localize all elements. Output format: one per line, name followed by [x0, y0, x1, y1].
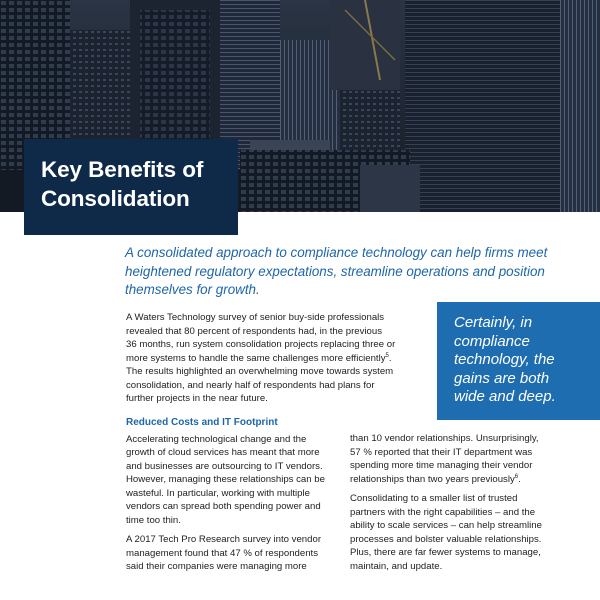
- intro-line: A Waters Technology survey of senior buy-side professionals: [126, 312, 385, 323]
- body-line: However, managing these relationships can be: [126, 474, 325, 485]
- body-line: processes and bolster valuable relationships.: [350, 533, 542, 545]
- body-line: said their companies were managing more: [126, 561, 307, 572]
- intro-line: revealed that 80 percent of respondents had, in the previous: [126, 325, 383, 337]
- body-line: Plus, there are far fewer systems to manage,: [350, 547, 541, 558]
- body-line: 57 % reported that their IT department was: [350, 446, 533, 458]
- lead-line: heightened regulatory expectations, streamline operations and position: [125, 263, 545, 279]
- body-line: time too thin.: [126, 514, 181, 526]
- footnote-ref: 5: [385, 352, 389, 359]
- body-line: vendors can spread both spending power and: [126, 501, 321, 512]
- pull-quote-line: Certainly, in: [454, 314, 533, 331]
- body-line-with-ref: relationships than two years previously$^6$.: [350, 473, 521, 485]
- body-line: spending more time managing their vendor: [350, 460, 533, 471]
- page-title-line-1: Key Benefits of: [41, 157, 204, 182]
- intro-line: consolidation, and nearly half of respondents had plans for: [126, 379, 375, 391]
- pull-quote-line: gains are both: [454, 369, 550, 387]
- body-line: than 10 vendor relationships. Unsurprisingly,: [350, 433, 539, 444]
- page-title-line-2: Consolidation: [41, 186, 190, 211]
- lead-line: A consolidated approach to compliance technology can help firms meet: [125, 245, 548, 260]
- title-box: [24, 139, 238, 235]
- pull-quote-line: wide and deep.: [454, 388, 556, 406]
- body-line: and businesses are outsourcing to IT vendors.: [126, 460, 323, 472]
- intro-line: more systems to handle the same challenges more efficiently: [126, 352, 386, 364]
- left-column: [126, 416, 341, 574]
- intro-line: The results highlighted an overwhelming move towards system: [126, 366, 394, 377]
- right-column: [350, 432, 595, 573]
- intro-paragraph: [126, 311, 422, 406]
- body-line: management found that 47 % of respondents: [126, 547, 319, 559]
- intro-line: 36 months, run system consolidation projects replacing three or: [126, 339, 396, 350]
- section-heading: Reduced Costs and IT Footprint: [126, 417, 278, 428]
- body-line: relationships than two years previously: [350, 473, 515, 485]
- pull-quote: [437, 302, 600, 420]
- body-line: Consolidating to a smaller list of trusted: [350, 493, 518, 504]
- intro-line-with-ref: more systems to handle the same challenges more efficiently$^5$.: [126, 352, 392, 364]
- body-line: maintain, and update.: [350, 560, 443, 572]
- body-line: partners with the right capabilities – and the: [350, 506, 536, 518]
- body-line: A 2017 Tech Pro Research survey into vendor: [126, 534, 322, 545]
- lead-paragraph: [125, 244, 585, 300]
- pull-quote-line: technology, the: [454, 351, 555, 369]
- body-line: ability to scale services – can help streamline: [350, 520, 542, 531]
- body-line: growth of cloud services has meant that more: [126, 447, 320, 458]
- body-line: wasteful. In particular, working with multiple: [126, 487, 310, 499]
- footnote-ref: 6: [514, 473, 519, 480]
- intro-line: further projects in the near future.: [126, 393, 268, 404]
- pull-quote-line: compliance: [454, 332, 530, 350]
- body-line: Accelerating technological change and the: [126, 433, 307, 445]
- lead-line: themselves for growth.: [125, 282, 260, 297]
